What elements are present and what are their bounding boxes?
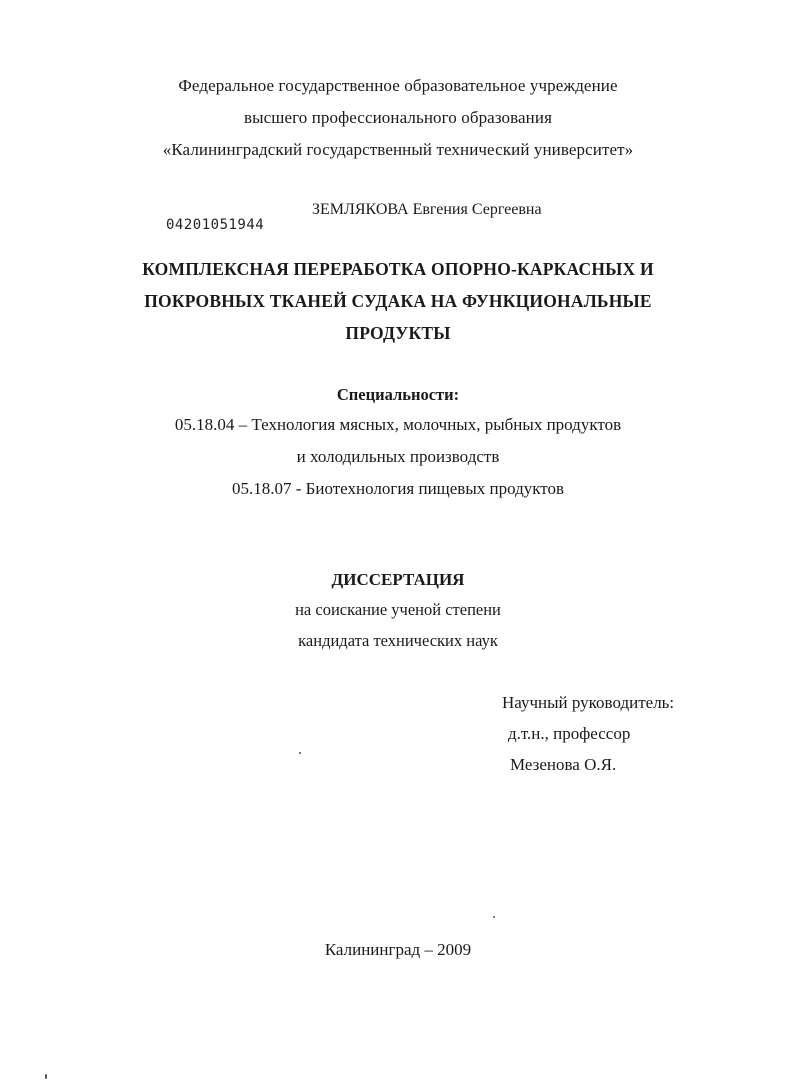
scan-speck <box>493 916 495 918</box>
degree-line-2: кандидата технических наук <box>298 631 498 650</box>
scan-speck <box>299 752 301 754</box>
thesis-title-line-2: ПОКРОВНЫХ ТКАНЕЙ СУДАКА НА ФУНКЦИОНАЛЬНЫЕ <box>144 291 652 311</box>
advisor-label: Научный руководитель: <box>502 693 675 712</box>
specialty-2: 05.18.07 - Биотехнология пищевых продуктов <box>231 479 565 498</box>
advisor-name: Мезенова О.Я. <box>510 755 617 774</box>
degree-line-1: на соискание ученой степени <box>295 600 501 619</box>
thesis-title-line-3: ПРОДУКТЫ <box>345 323 451 343</box>
dissertation-heading: ДИССЕРТАЦИЯ <box>331 570 465 589</box>
specialty-1-line-2: и холодильных производств <box>296 447 500 466</box>
institution-line-2: высшего профессионального образования <box>244 108 552 127</box>
thesis-title-line-1: КОМПЛЕКСНАЯ ПЕРЕРАБОТКА ОПОРНО-КАРКАСНЫХ И <box>142 259 654 279</box>
registration-number: 04201051944 <box>166 217 265 233</box>
institution-line-3: «Калининградский государственный технический университет» <box>162 140 634 159</box>
city-year: Калининград – 2009 <box>324 940 472 959</box>
author-name: ЗЕМЛЯКОВА Евгения Сергеевна <box>312 201 542 218</box>
specialties-heading: Специальности: <box>336 385 460 404</box>
institution-line-1: Федеральное государственное образовательное учреждение <box>178 76 618 95</box>
scan-mark <box>45 1074 47 1079</box>
specialty-1-line-1: 05.18.04 – Технология мясных, молочных, рыбных продуктов <box>174 415 622 434</box>
advisor-degree: д.т.н., профессор <box>508 724 631 743</box>
